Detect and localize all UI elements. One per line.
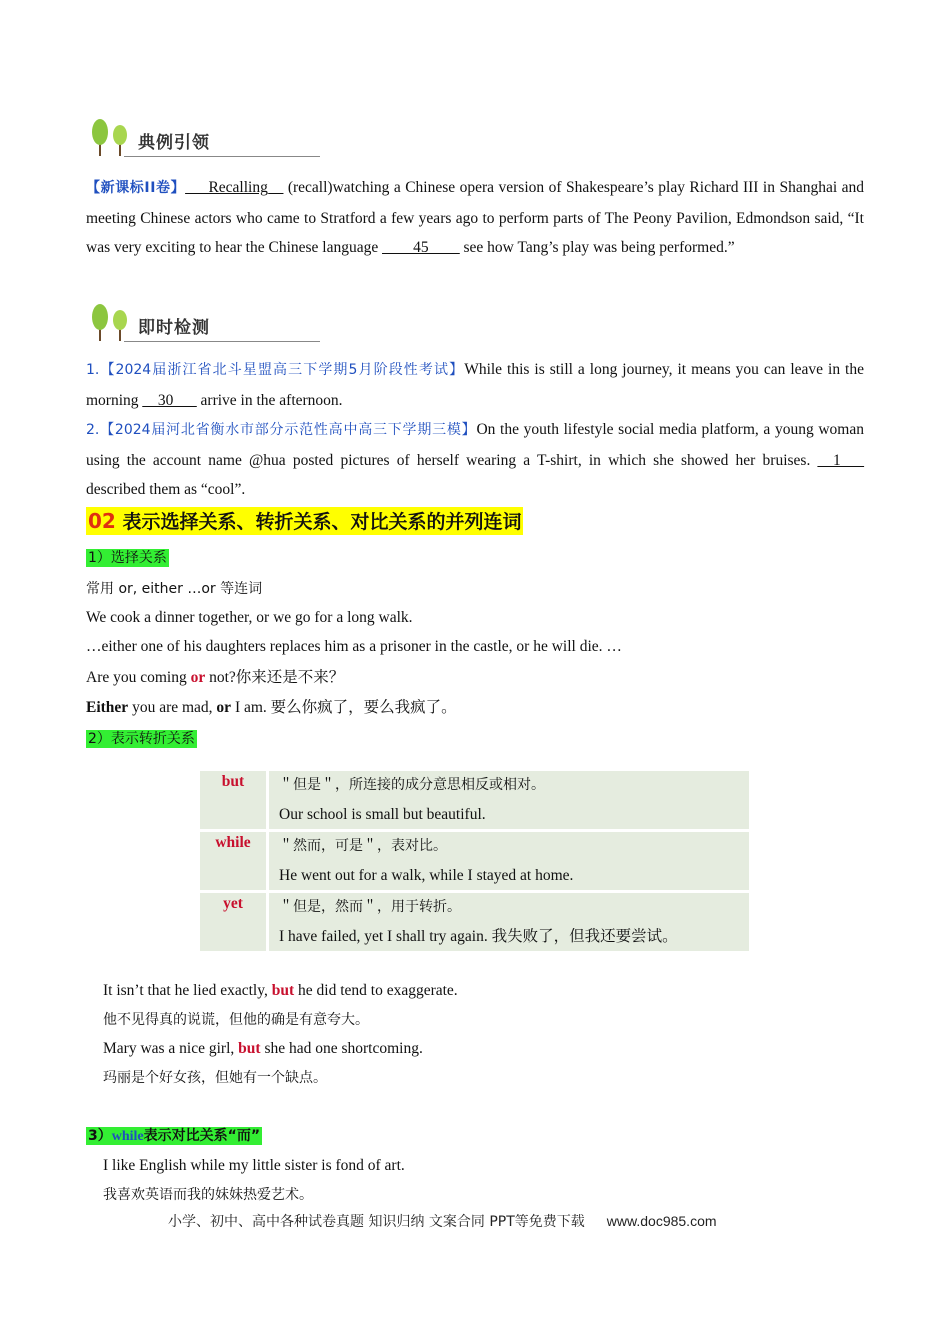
label-suffix: 表示对比关系“而” <box>143 1128 261 1144</box>
section-title <box>86 507 523 535</box>
section-title-text: 表示选择关系、转折关系、对比关系的并列连词 <box>122 511 522 533</box>
text: I am. 要么你疯了，要么我疯了。 <box>231 699 457 716</box>
subheading-label: 1）选择关系 <box>88 550 167 566</box>
page-footer <box>168 1211 717 1231</box>
section-header-check <box>88 301 238 345</box>
text: you are mad, <box>128 699 217 716</box>
subheading-contrast <box>86 728 197 750</box>
description-cell <box>269 771 749 829</box>
meaning: ＂但是，然而＂，用于转折。 <box>279 899 461 915</box>
exercise-number: 2. <box>86 422 100 438</box>
section-header-label: 即时检测 <box>138 318 210 338</box>
table-row <box>200 893 749 951</box>
example: He went out for a walk, while I stayed at home. <box>279 867 574 884</box>
keyword: but <box>238 1040 261 1057</box>
contrast-example-1-cn: 他不见得真的说谎，但他的确是有意夸大。 <box>103 1012 369 1028</box>
description-cell <box>269 832 749 890</box>
subheading-comparison <box>86 1125 262 1148</box>
example-tag: 【新课标ⅠⅠ卷】 <box>86 180 186 196</box>
text: she had one shortcoming. <box>260 1040 423 1057</box>
label-keyword: while <box>111 1129 144 1144</box>
exercise-1 <box>86 355 864 415</box>
choice-line-1: 常用 or, either …or 等连词 <box>86 581 263 597</box>
conjunction-table <box>200 768 749 954</box>
exercise-2 <box>86 415 864 505</box>
choice-line-2: We cook a dinner together, or we go for a long walk. <box>86 609 413 626</box>
example-text-1: (recall)watching a Chinese opera version of Shakespeare’s play Richard III in Shanghai and meeting Chinese actors who came to Stratford a few years ago to perform parts of The Peony Pavilion, Edmondson said, “It was very exciting to hear the Chinese language <box>86 179 864 256</box>
blank-1: ___Recalling__ <box>185 179 284 196</box>
text: not?你来还是不来？ <box>205 669 345 686</box>
footer-text: 小学、初中、高中各种试卷真题 知识归纳 文案合同 PPT等免费下载 <box>168 1214 585 1230</box>
comparison-example-cn: 我喜欢英语而我的妹妹热爱艺术。 <box>103 1187 313 1203</box>
contrast-example-1 <box>103 980 458 1002</box>
subheading-label: 2）表示转折关系 <box>88 731 195 747</box>
example-paragraph <box>86 173 864 263</box>
choice-line-3: …either one of his daughters replaces him as a prisoner in the castle, or he will die. … <box>86 638 622 655</box>
table-row <box>200 832 749 890</box>
exercise-number: 1. <box>86 362 100 378</box>
text: he did tend to exaggerate. <box>294 982 458 999</box>
keyword-cell: yet <box>200 893 269 951</box>
header-divider <box>124 341 320 342</box>
exercise-text-end: described them as “cool”. <box>86 481 246 498</box>
keyword-cell: but <box>200 771 269 829</box>
meaning: ＂但是＂，所连接的成分意思相反或相对。 <box>279 777 545 793</box>
keyword: Either <box>86 699 129 716</box>
example: I have failed, yet I shall try again. 我失败了，但我还要尝试。 <box>279 928 678 945</box>
exercise-source: 【2024届浙江省北斗星盟高三下学期5月阶段性考试】 <box>99 362 465 378</box>
exercise-text: While this is still a long journey, it means you can leave in the morning <box>86 361 864 409</box>
subheading-choice <box>86 547 169 569</box>
section-number: 02 <box>88 509 116 533</box>
description-cell <box>269 893 749 951</box>
keyword: but <box>271 982 295 999</box>
header-divider <box>124 156 320 157</box>
label-prefix: 3） <box>88 1128 112 1144</box>
comparison-example: I like English while my little sister is fond of art. <box>103 1157 405 1174</box>
exercise-text-end: arrive in the afternoon. <box>196 391 343 409</box>
choice-line-4 <box>86 667 344 689</box>
table-row <box>200 771 749 829</box>
exercise-blank: __30___ <box>142 391 197 409</box>
example-text-2: see how Tang’s play was being performed.” <box>459 239 735 256</box>
example: Our school is small but beautiful. <box>279 806 486 823</box>
keyword: or <box>190 669 206 686</box>
section-header-example <box>88 116 238 160</box>
exercise-text: On the youth lifestyle social media platform, a young woman using the account name @hua posted pictures of herself wearing a T-shirt, in which she showed her bruises. <box>86 421 864 469</box>
exercise-blank: __1___ <box>817 451 864 469</box>
meaning: ＂然而，可是＂，表对比。 <box>279 838 447 854</box>
contrast-example-2 <box>103 1038 423 1060</box>
tree-icon <box>88 301 134 345</box>
footer-url[interactable]: www.doc985.com <box>606 1213 717 1229</box>
tree-icon <box>88 116 134 160</box>
text: Mary was a nice girl, <box>103 1040 239 1057</box>
choice-line-5 <box>86 697 457 719</box>
exercise-source: 【2024届河北省衡水市部分示范性高中高三下学期三模】 <box>99 422 477 438</box>
contrast-example-2-cn: 玛丽是个好女孩，但她有一个缺点。 <box>103 1070 327 1086</box>
blank-2: ____45____ <box>382 239 460 256</box>
text: Are you coming <box>86 669 191 686</box>
keyword: or <box>216 699 232 716</box>
subheading-label <box>86 1127 262 1145</box>
text: It isn’t that he lied exactly, <box>103 982 272 999</box>
keyword-cell: while <box>200 832 269 890</box>
section-header-label: 典例引领 <box>138 133 210 153</box>
